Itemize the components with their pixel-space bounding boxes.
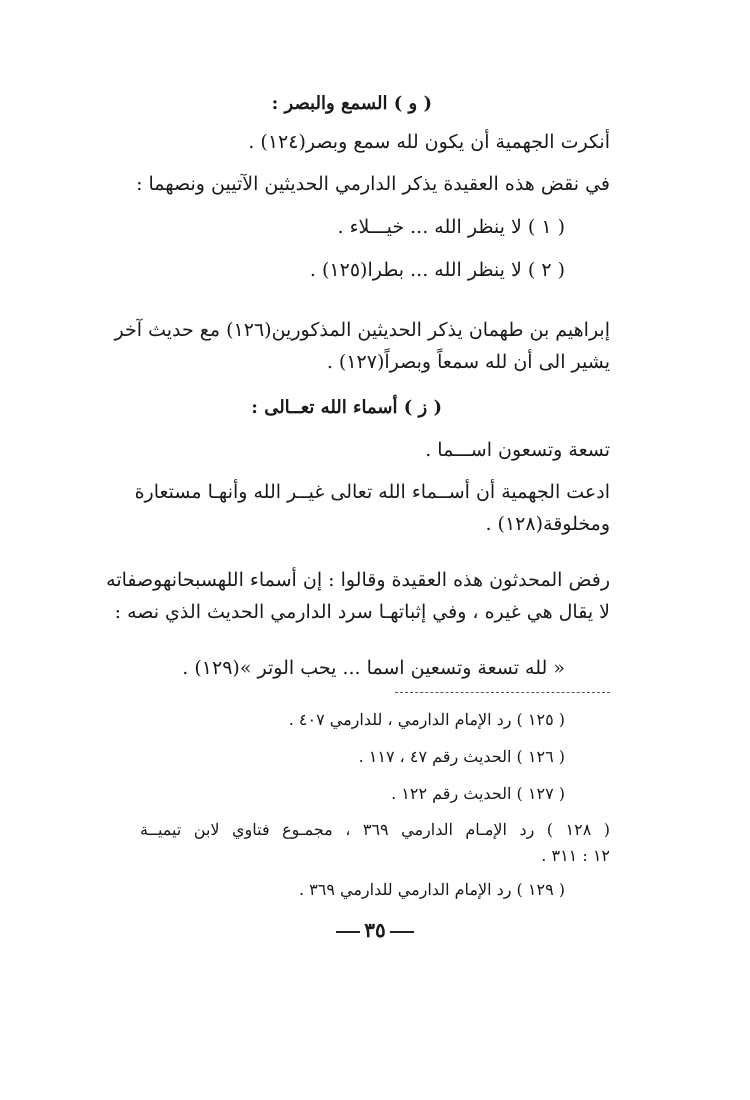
- section-heading-names-of-allah: ( ز ) أسماء الله تعــالى :: [251, 397, 442, 418]
- hadith-quote: « لله تسعة وتسعين اسما ... يحب الوتر »(١٢٩) .: [182, 657, 565, 679]
- hadith-item-1: ( ١ ) لا ينظر الله ... خيـــلاء .: [337, 216, 565, 238]
- paragraph-line: إبراهيم بن طهمان يذكر الحديثين المذكورين(١٢٦) مع حديث آخر: [114, 319, 610, 341]
- paragraph-line: رفض المحدثون هذه العقيدة وقالوا : إن أسماء اللهسبحانهوصفاته: [106, 569, 610, 591]
- footnote-129: ( ١٢٩ ) رد الإمام الدارمي للدارمي ٣٦٩ .: [298, 880, 565, 899]
- footnote-126: ( ١٢٦ ) الحديث رقم ٤٧ ، ١١٧ .: [358, 747, 565, 766]
- footnote-separator: [395, 692, 610, 693]
- paragraph-line: تسعة وتسعون اســـما .: [425, 439, 610, 461]
- footnote-127: ( ١٢٧ ) الحديث رقم ١٢٢ .: [391, 784, 565, 803]
- page-number: [0, 918, 750, 942]
- hadith-item-2: ( ٢ ) لا ينظر الله ... بطرا(١٢٥) .: [309, 259, 565, 281]
- paragraph-line: ادعت الجهمية أن أســماء الله تعالى غيــر الله وأنهـا مستعارة: [134, 481, 610, 503]
- page-number-dash: [390, 931, 414, 933]
- footnote-125: ( ١٢٥ ) رد الإمام الدارمي ، للدارمي ٤٠٧ .: [288, 710, 565, 729]
- footnote-128: ( ١٢٨ ) رد الإمـام الدارمي ٣٦٩ ، مجمـوع فتاوي لابن تيميــة: [140, 820, 611, 839]
- page-number-value: ٣٥: [364, 918, 386, 942]
- paragraph-line: في نقض هذه العقيدة يذكر الدارمي الحديثين الآتيين ونصهما :: [136, 173, 610, 195]
- footnote-128-continued: ١٢ : ٣١١ .: [541, 846, 610, 865]
- paragraph-line: لا يقال هي غيره ، وفي إثباتهـا سرد الدارمي الحديث الذي نصه :: [114, 601, 610, 623]
- paragraph-line: أنكرت الجهمية أن يكون لله سمع وبصر(١٢٤) .: [248, 131, 610, 153]
- page-number-dash: [336, 931, 360, 933]
- paragraph-line: يشير الى أن لله سمعاً وبصراً(١٢٧) .: [326, 351, 610, 373]
- paragraph-line: ومخلوقة(١٢٨) .: [485, 513, 610, 535]
- section-heading-hearing-sight: ( و ) السمع والبصر :: [271, 93, 432, 114]
